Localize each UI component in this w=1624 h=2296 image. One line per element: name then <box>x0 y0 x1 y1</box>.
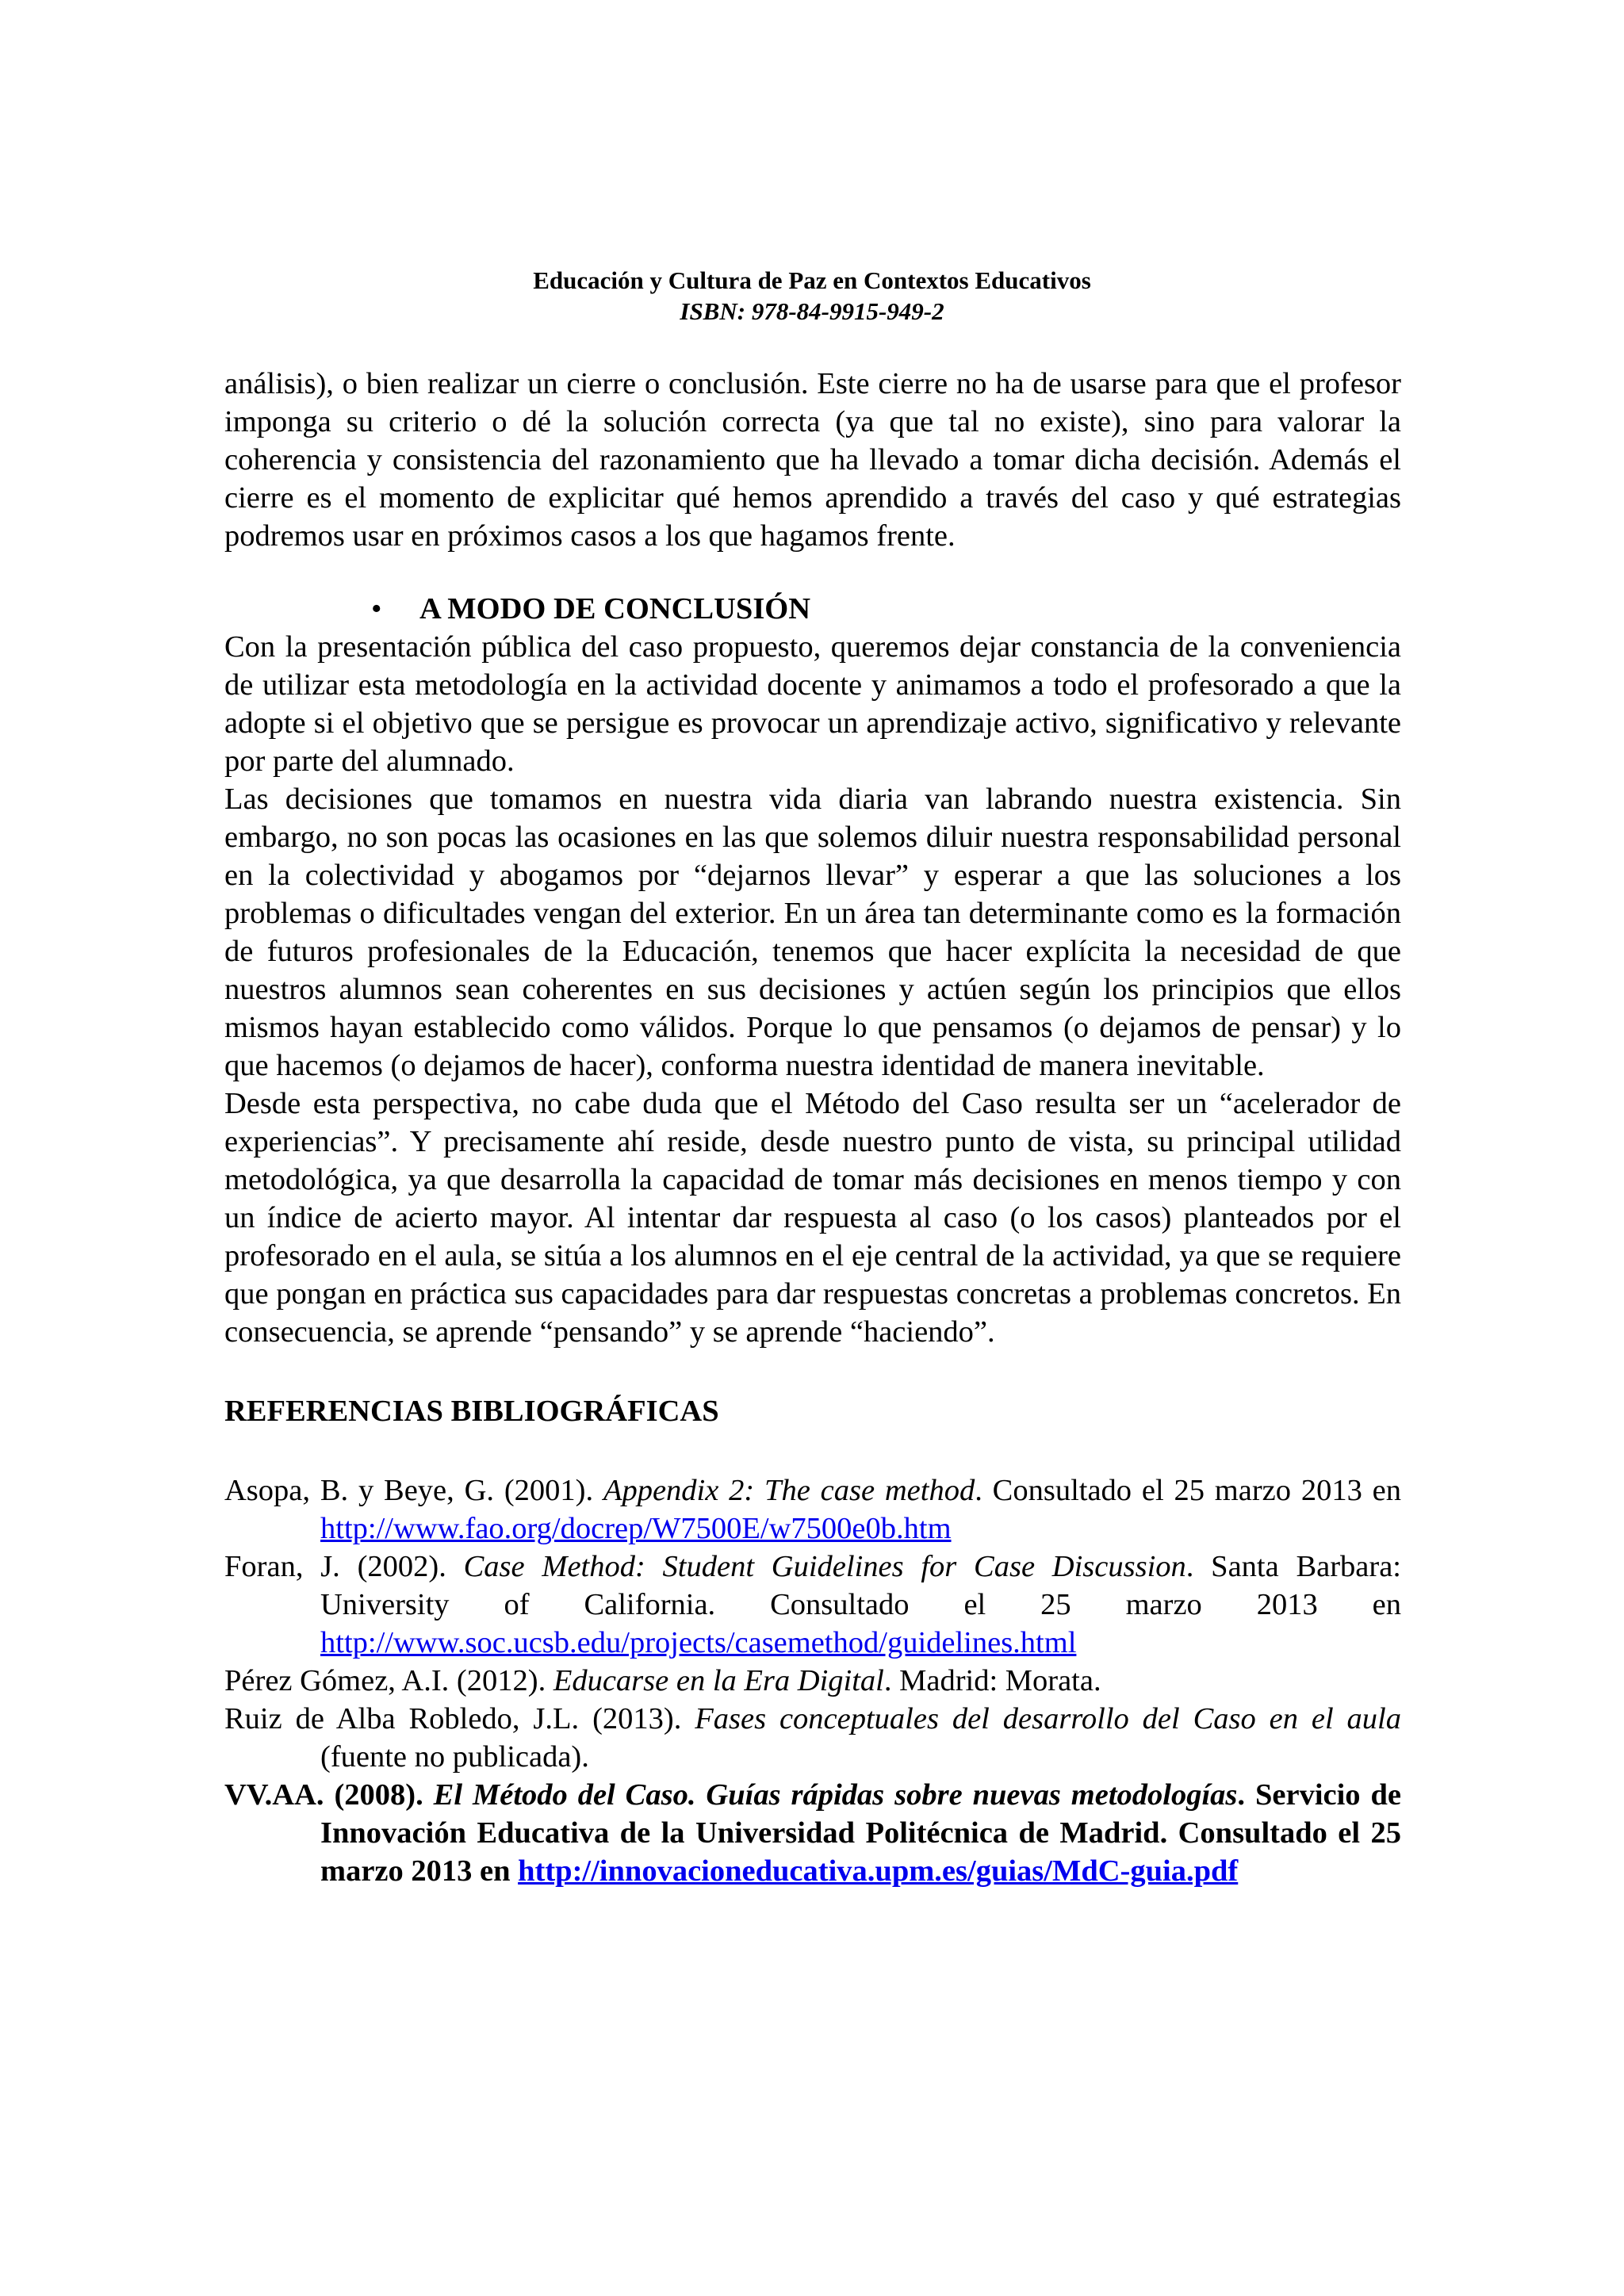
conclusion-heading <box>224 590 1401 628</box>
reference-item <box>224 1548 1401 1662</box>
reference-title: Educarse en la Era Digital <box>553 1664 884 1697</box>
reference-title: El Método del Caso. Guías rápidas sobre nuevas metodologías <box>433 1778 1238 1812</box>
references-heading: REFERENCIAS BIBLIOGRÁFICAS <box>224 1395 719 1428</box>
reference-authors: Foran, J. (2002). <box>224 1550 464 1583</box>
conclusion-paragraph-2: Las decisiones que tomamos en nuestra vida diaria van labrando nuestra existencia. Sin embargo, no son pocas las ocasiones en las que solemos diluir nuestra responsabilidad personal en la colectividad y abogamos por “dejarnos llevar” y esperar a que las soluciones a los problemas o dificultades vengan del exterior. En un área tan determinante como es la formación de futuros profesionales de la Educación, tenemos que hacer explícita la necesidad de que nuestros alumnos sean coherentes en sus decisiones y actúen según los principios que ellos mismos hayan establecido como válidos. Porque lo que pensamos (o dejamos de pensar) y lo que hacemos (o dejamos de hacer), conforma nuestra identidad de manera inevitable. <box>224 783 1401 1082</box>
reference-details: . Madrid: Morata. <box>883 1664 1101 1697</box>
reference-link[interactable]: http://www.fao.org/docrep/W7500E/w7500e0b.htm <box>320 1512 952 1545</box>
reference-authors: Asopa, B. y Beye, G. (2001). <box>224 1474 603 1507</box>
reference-item <box>224 1662 1401 1700</box>
reference-link[interactable]: http://innovacioneducativa.upm.es/guias/MdC-guia.pdf <box>518 1854 1239 1888</box>
body-text <box>224 365 1401 1890</box>
conclusion-paragraph-3: Desde esta perspectiva, no cabe duda que el Método del Caso resulta ser un “acelerador de experiencias”. Y precisamente ahí reside, desde nuestro punto de vista, su principal utilidad metodológica, ya que desarrolla la capacidad de tomar más decisiones en menos tiempo y con un índice de acierto mayor. Al intentar dar respuesta al caso (o los casos) planteados por el profesorado en el aula, se sitúa a los alumnos en el eje central de la actividad, ya que se requiere que pongan en práctica sus capacidades para dar respuestas concretas a problemas concretos. En consecuencia, se aprende “pensando” y se aprende “haciendo”. <box>224 1087 1401 1349</box>
reference-link[interactable]: http://www.soc.ucsb.edu/projects/casemethod/guidelines.html <box>320 1626 1077 1659</box>
reference-title: Fases conceptuales del desarrollo del Caso en el aula <box>695 1702 1402 1735</box>
header-isbn: ISBN: 978-84-9915-949-2 <box>680 297 944 325</box>
conclusion-heading-label: A MODO DE CONCLUSIÓN <box>419 592 811 626</box>
header-title: Educación y Cultura de Paz en Contextos Educativos <box>533 266 1091 294</box>
running-header <box>0 265 1624 327</box>
references-list <box>224 1471 1401 1890</box>
reference-title: Appendix 2: The case method <box>603 1474 975 1507</box>
reference-item <box>224 1700 1401 1776</box>
reference-authors: Pérez Gómez, A.I. (2012). <box>224 1664 553 1697</box>
bullet-icon: • <box>371 592 382 626</box>
reference-details: (fuente no publicada). <box>320 1740 589 1774</box>
reference-title: Case Method: Student Guidelines for Case Discussion <box>463 1550 1186 1583</box>
reference-details: . Consultado el 25 marzo 2013 en <box>975 1474 1401 1507</box>
reference-item <box>224 1471 1401 1548</box>
conclusion-paragraph-1: Con la presentación pública del caso propuesto, queremos dejar constancia de la conveniencia de utilizar esta metodología en la actividad docente y animamos a todo el profesorado a que la adopte si el objetivo que se persigue es provocar un aprendizaje activo, significativo y relevante por parte del alumnado. <box>224 630 1401 778</box>
reference-authors: Ruiz de Alba Robledo, J.L. (2013). <box>224 1702 695 1735</box>
reference-item <box>224 1776 1401 1890</box>
intro-paragraph: análisis), o bien realizar un cierre o conclusión. Este cierre no ha de usarse para que el profesor imponga su criterio o dé la solución correcta (ya que tal no existe), sino para valorar la coherencia y consistencia del razonamiento que ha llevado a tomar dicha decisión. Además el cierre es el momento de explicitar qué hemos aprendido a través del caso y qué estrategias podremos usar en próximos casos a los que hagamos frente. <box>224 367 1401 553</box>
reference-details: . Servicio de Innovación Educativa de la Universidad Politécnica de Madrid. Consultado el 25 marzo 2013 en <box>320 1778 1401 1888</box>
reference-details: . Santa Barbara: University of California. Consultado el 25 marzo 2013 en <box>320 1550 1402 1621</box>
reference-authors: VV.AA. (2008). <box>224 1778 434 1812</box>
